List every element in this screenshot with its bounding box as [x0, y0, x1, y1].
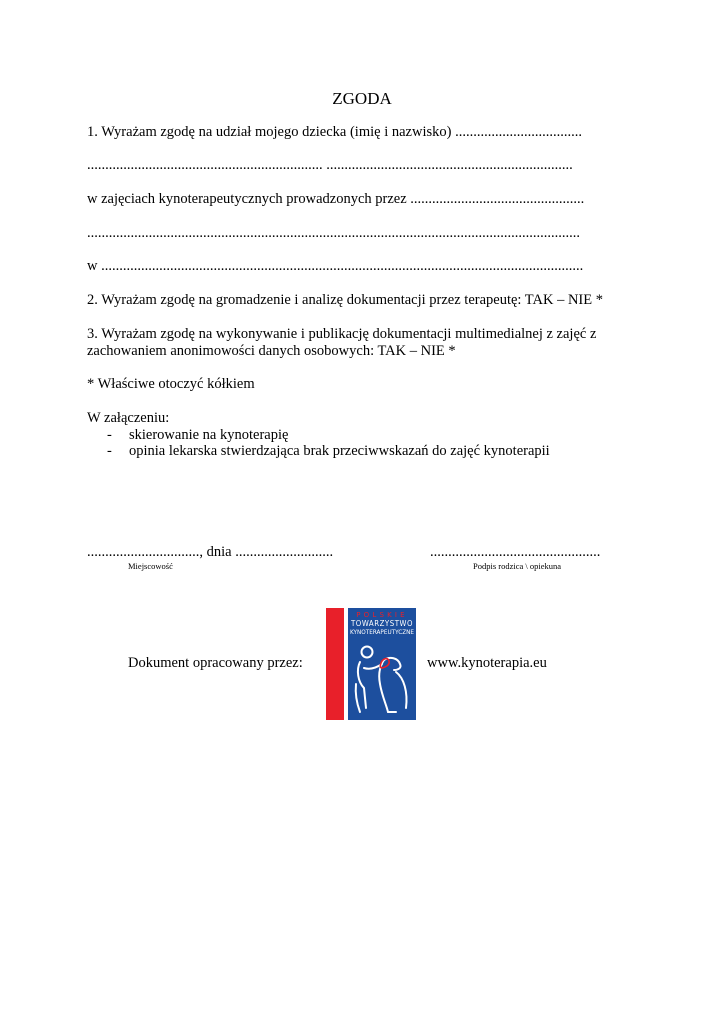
provider-blank-line: ........................................................................................................................................: [87, 225, 580, 241]
attachments-heading: W załączeniu:: [87, 410, 170, 426]
attachment-item: [107, 443, 550, 460]
attachment-item: [107, 427, 288, 444]
bullet-dash: -: [107, 443, 112, 459]
signature-line: ...............................................: [430, 544, 601, 560]
bullet-dash: -: [107, 427, 112, 443]
attachment-label: opinia lekarska stwierdzająca brak przeciwwskazań do zajęć kynoterapii: [129, 443, 550, 459]
logo-text-line-3: KYNOTERAPEUTYCZNE: [350, 628, 414, 636]
circle-note: * Właściwe otoczyć kółkiem: [87, 376, 255, 392]
location-line: w .....................................................................................................................................: [87, 258, 584, 274]
prepared-by-label: Dokument opracowany przez:: [128, 655, 303, 671]
consent-1-line: 1. Wyrażam zgodę na udział mojego dziecka (imię i nazwisko) ...................................: [87, 124, 582, 140]
logo-red-bar: [326, 608, 344, 720]
child-name-blank-line: ................................................................. ....................................................................: [87, 157, 573, 173]
consent-3-line-2: zachowaniem anonimowości danych osobowych: TAK – NIE *: [87, 343, 456, 359]
signature-caption: Podpis rodzica \ opiekuna: [473, 561, 562, 571]
attachment-label: skierowanie na kynoterapię: [129, 427, 289, 443]
logo-text-line-2: TOWARZYSTWO: [350, 619, 413, 628]
consent-2-line: 2. Wyrażam zgodę na gromadzenie i analizę dokumentacji przez terapeutę: TAK – NIE *: [87, 292, 603, 308]
logo-text-line-1: POLSKIE: [356, 611, 408, 619]
ptk-logo: [326, 608, 416, 720]
place-caption: Miejscowość: [128, 561, 173, 571]
website-link[interactable]: www.kynoterapia.eu: [427, 655, 547, 671]
consent-3-line-1: 3. Wyrażam zgodę na wykonywanie i publikację dokumentacji multimedialnej z zajęć z: [87, 326, 597, 342]
place-date-line: ..............................., dnia ...........................: [87, 544, 334, 560]
document-title: ZGODA: [332, 89, 392, 108]
sessions-provider-line: w zajęciach kynoterapeutycznych prowadzonych przez ................................................: [87, 191, 585, 207]
